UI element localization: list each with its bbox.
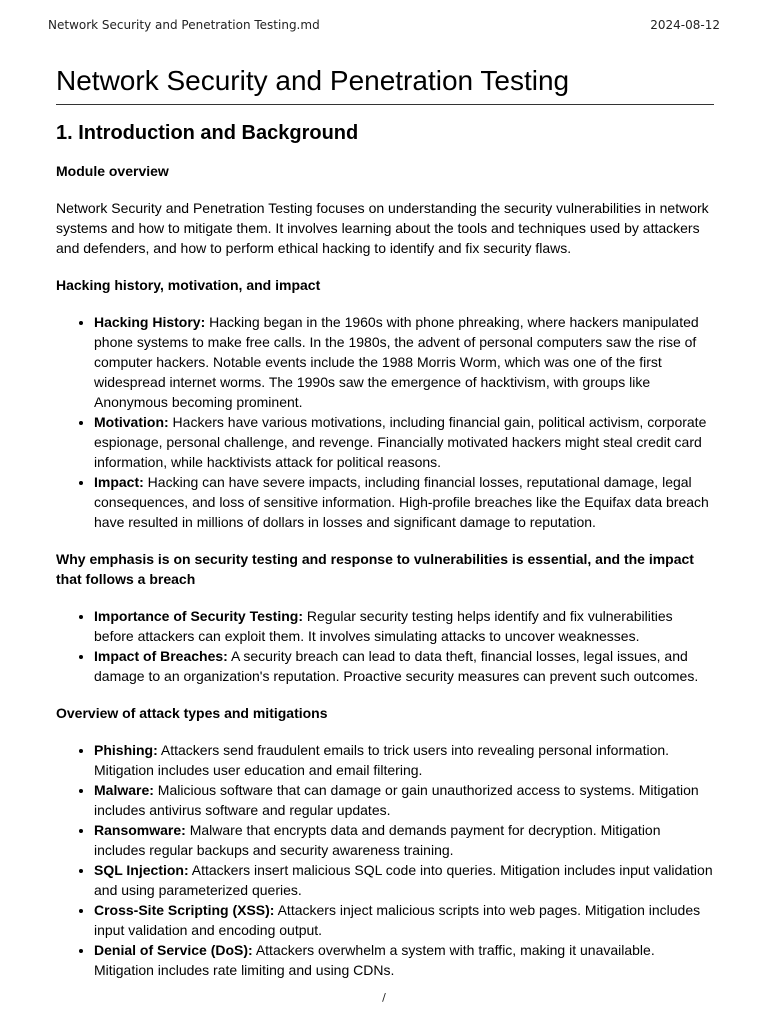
list-item-text: Attackers inject malicious scripts into web pages. Mitigation includes input validation and encoding output.: [94, 902, 701, 938]
list-item: [94, 312, 714, 412]
subheading-attack-types: Overview of attack types and mitigations: [56, 705, 328, 721]
list-security-testing-emphasis: [56, 606, 714, 686]
list-item: [94, 860, 714, 900]
subheading-security-testing-emphasis: Why emphasis is on security testing and response to vulnerabilities is essential, and the impact that follows a breach: [56, 551, 694, 587]
list-item-term: Hacking History:: [94, 314, 206, 330]
list-item-text: A security breach can lead to data theft, financial losses, legal issues, and damage to an organization's reputation. Proactive security measures can prevent such outcomes.: [94, 648, 699, 684]
list-item-text: Attackers insert malicious SQL code into queries. Mitigation includes input validation and using parameterized queries.: [94, 862, 713, 898]
subheading-module-overview: Module overview: [56, 163, 169, 179]
section-heading-introduction: 1. Introduction and Background: [56, 122, 359, 144]
list-item-text: Malware that encrypts data and demands payment for decryption. Mitigation includes regular backups and security awareness training.: [94, 822, 661, 858]
list-item: [94, 412, 714, 472]
list-item-term: Malware:: [94, 782, 154, 798]
list-item-text: Attackers send fraudulent emails to trick users into revealing personal information. Mitigation includes user education and email filtering.: [94, 742, 670, 778]
list-attack-types: [56, 740, 714, 980]
list-item-text: Hacking can have severe impacts, including financial losses, reputational damage, legal consequences, and loss of sensitive information. High-profile breaches like the Equifax data breach have resulted in millions of dollars in losses and significant damage to reputation.: [94, 474, 709, 530]
list-item-text: Hackers have various motivations, including financial gain, political activism, corporate espionage, personal challenge, and revenge. Financially motivated hackers might steal credit card information, while hacktivists attack for political reasons.: [94, 414, 707, 470]
list-item-term: Impact of Breaches:: [94, 648, 228, 664]
list-item-term: Impact:: [94, 474, 144, 490]
list-item: [94, 740, 714, 780]
list-item-term: SQL Injection:: [94, 862, 189, 878]
list-item: [94, 820, 714, 860]
list-item-term: Motivation:: [94, 414, 169, 430]
list-item: [94, 900, 714, 940]
list-item-term: Phishing:: [94, 742, 158, 758]
list-item-text: Attackers overwhelm a system with traffic, making it unavailable. Mitigation includes rate limiting and using CDNs.: [94, 942, 655, 978]
header-filename: Network Security and Penetration Testing.md: [48, 18, 320, 32]
list-hacking-history: [56, 312, 714, 532]
list-item-term: Ransomware:: [94, 822, 186, 838]
list-item-term: Denial of Service (DoS):: [94, 942, 253, 958]
document-title: Network Security and Penetration Testing: [56, 64, 714, 105]
page-indicator: /: [382, 991, 386, 1004]
paragraph-module-overview: Network Security and Penetration Testing focuses on understanding the security vulnerabilities in network systems and how to mitigate them. It involves learning about the tools and techniques used by attackers and defenders, and how to perform ethical hacking to identify and fix security flaws.: [56, 200, 709, 256]
list-item: [94, 780, 714, 820]
list-item: [94, 606, 714, 646]
list-item: [94, 940, 714, 980]
header-date: 2024-08-12: [650, 18, 720, 32]
list-item-text: Malicious software that can damage or gain unauthorized access to systems. Mitigation includes antivirus software and regular updates.: [94, 782, 699, 818]
list-item-term: Cross-Site Scripting (XSS):: [94, 902, 275, 918]
list-item-term: Importance of Security Testing:: [94, 608, 303, 624]
subheading-hacking-history: Hacking history, motivation, and impact: [56, 277, 321, 293]
list-item-text: Regular security testing helps identify and fix vulnerabilities before attackers can exploit them. It involves simulating attacks to uncover weaknesses.: [94, 608, 673, 644]
document-body: [56, 64, 714, 980]
list-item: [94, 472, 714, 532]
list-item: [94, 646, 714, 686]
list-item-text: Hacking began in the 1960s with phone phreaking, where hackers manipulated phone systems to make free calls. In the 1980s, the advent of personal computers saw the rise of computer hackers. Notable events include the 1988 Morris Worm, which was one of the first widespread internet worms. The 1990s saw the emergence of hacktivism, with groups like Anonymous becoming prominent.: [94, 314, 699, 410]
